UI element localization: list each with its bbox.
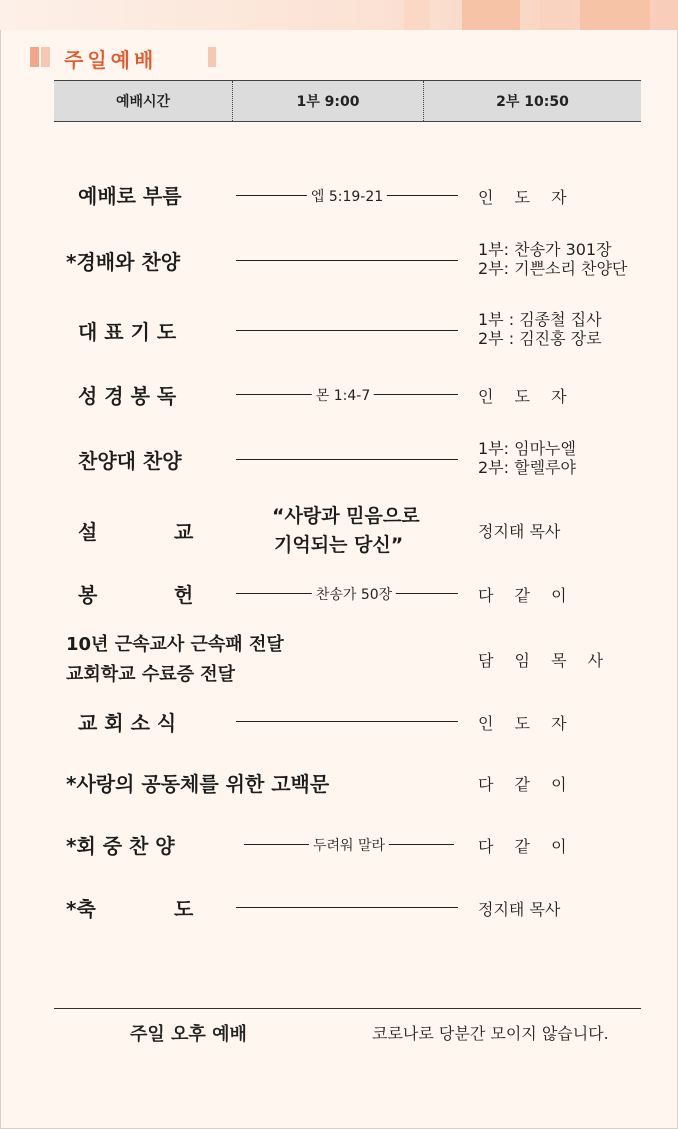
order-right: 인 도 자 (478, 387, 575, 406)
footer-afternoon-service: 주일 오후 예배 (130, 1024, 247, 1045)
order-label-multiline (66, 630, 284, 690)
order-label-first: 설 (78, 520, 98, 544)
order-right-line1: 1부: 찬송가 301장 (478, 240, 612, 259)
order-label: 대 표 기 도 (78, 320, 177, 344)
sermon-title-line2: 기억되는 당신” (274, 534, 404, 556)
connector-line (236, 907, 458, 908)
order-label: *사랑의 공동체를 위한 고백문 (66, 772, 330, 796)
footer-divider (54, 1008, 641, 1009)
order-right: 인 도 자 (478, 188, 575, 207)
header-block (462, 0, 520, 30)
order-label-line1: 10년 근속교사 근속패 전달 (66, 634, 284, 655)
order-label-second: 교 (174, 520, 194, 544)
order-right (478, 310, 602, 348)
order-right-line2: 2부: 기쁜소리 찬양단 (478, 259, 628, 278)
order-label: 찬양대 찬양 (78, 449, 182, 473)
order-label: *경배와 찬양 (66, 250, 181, 274)
title-bullet-icon (30, 47, 39, 67)
title-end-icon (208, 47, 216, 67)
header-block (404, 0, 430, 30)
order-label-line2: 교회학교 수료증 전달 (66, 664, 236, 685)
order-label: *회 중 찬 양 (66, 834, 175, 858)
header-first-service: 1부 9:00 (232, 81, 423, 121)
order-right: 인 도 자 (478, 714, 575, 733)
service-time-table (54, 80, 641, 122)
order-label: 예배로 부름 (78, 184, 182, 208)
section-title-text: 주일예배 (64, 48, 158, 72)
order-right: 다 같 이 (478, 586, 575, 605)
order-middle: 엡 5:19-21 (307, 186, 387, 206)
connector-line (236, 459, 458, 460)
connector-line (236, 721, 458, 722)
header-block (580, 0, 650, 30)
header-block (540, 0, 570, 30)
order-right: 정지태 목사 (478, 522, 561, 541)
order-label-second: 헌 (174, 583, 194, 607)
order-right: 다 같 이 (478, 837, 575, 856)
order-right-line1: 1부: 임마누엘 (478, 439, 576, 458)
decorative-header-bar (0, 0, 678, 30)
order-right: 담 임 목 사 (478, 651, 612, 670)
order-right (478, 439, 576, 477)
order-middle: 두려워 말라 (309, 835, 389, 855)
title-bullet-icon (41, 47, 50, 67)
order-middle: 몬 1:4-7 (312, 385, 374, 405)
sermon-title-line1: “사랑과 믿음으로 (272, 505, 420, 527)
connector-line (236, 260, 458, 261)
header-second-service: 2부 10:50 (423, 81, 641, 121)
order-label-second: 도 (174, 897, 194, 921)
order-middle: 찬송가 50장 (312, 584, 396, 604)
order-label: 성 경 봉 독 (78, 384, 177, 408)
order-label-first: *축 (66, 897, 96, 921)
order-right: 정지태 목사 (478, 900, 561, 919)
sermon-title (272, 502, 420, 560)
order-right-line2: 2부 : 김진홍 장로 (478, 329, 602, 348)
order-right: 다 같 이 (478, 775, 575, 794)
order-right-line2: 2부: 할렐루야 (478, 458, 576, 477)
order-right-line1: 1부 : 김종철 집사 (478, 310, 602, 329)
connector-line (236, 330, 458, 331)
footer-notice: 코로나로 당분간 모이지 않습니다. (372, 1024, 609, 1043)
order-label: 교 회 소 식 (78, 711, 177, 735)
order-label-first: 봉 (78, 583, 98, 607)
header-service-time: 예배시간 (115, 94, 171, 110)
order-right (478, 240, 627, 278)
